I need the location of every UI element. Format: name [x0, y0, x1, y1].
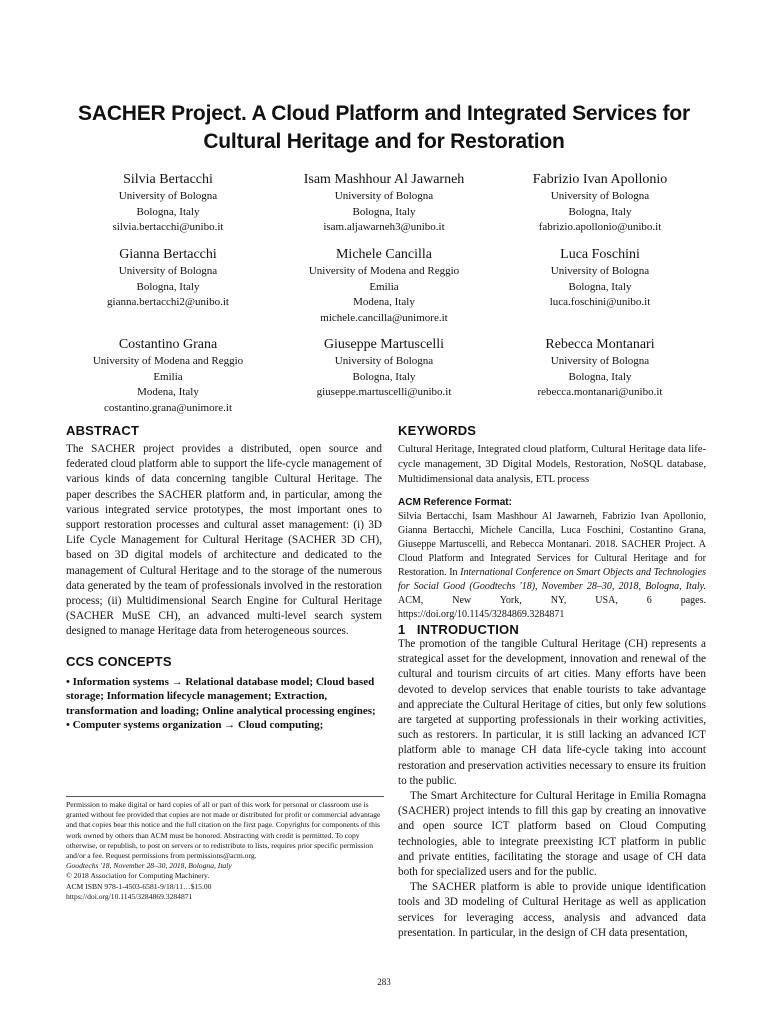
author-location: Bologna, Italy — [136, 205, 200, 218]
author-name: Isam Mashhour Al Jawarneh — [303, 172, 465, 187]
right-column — [398, 423, 706, 941]
abstract-heading: ABSTRACT — [66, 423, 140, 438]
acm-reference-text — [398, 510, 706, 622]
title-line-2: Cultural Heritage and for Restoration — [203, 130, 565, 153]
abstract-text: The SACHER project provides a distributed, open source and federated cloud platform able to support the life-cycle management of various kinds of data concerning tangible Cultural Heritage. The paper describes the SACHER platform and, in particular, among the various integrated service prototypes, the most important ones to support restoration processes and cultural asset management: (i) 3D Life Cycle Management for Cultural Heritage (SACHER 3D CH), based on 3D digital models of architecture and dedicated to the management of Cultural Heritage and to the storage of the numerous data generated by the team of professionals involved in the restoration process; (ii) Multidimensional Search Engine for Cultural Heritage (SACHER MuSE CH), an advanced multi-level search system designed to manage Heritage data from heterogeneous sources. — [66, 443, 382, 638]
author-card — [492, 170, 708, 236]
copyright-line: © 2018 Association for Computing Machinery. — [66, 871, 210, 881]
acm-reference-venue: International Conference on Smart Objects and Technologies for Social Good (Goodtechs '18), November 28–30, 2018, Bologna, Italy. — [398, 567, 707, 592]
author-email: giuseppe.martuscelli@unibo.it — [316, 386, 452, 398]
paper-title — [40, 100, 728, 156]
author-location: Bologna, Italy — [568, 280, 632, 293]
author-name: Michele Cancilla — [335, 247, 433, 262]
acm-reference-part-b: ACM, New York, NY, USA, 6 pages. https://doi.org/10.1145/3284869.3284871 — [398, 595, 706, 620]
ccs-heading: CCS CONCEPTS — [66, 653, 172, 669]
acm-reference-part-a: Silvia Bertacchi, Isam Mashhour Al Jawarneh, Fabrizio Ivan Apollonio, Gianna Bertacchi, Michele Cancilla, Luca Foschini, Costantino Grana, Giuseppe Martuscelli, and Rebecca Montanari. 2018. SACHER Project. A Cloud Platform and Integrated Services for Cultural Heritage and for Restoration. In — [398, 511, 706, 578]
author-affiliation: University of Bologna — [118, 190, 218, 202]
copyright-footnote — [66, 796, 384, 902]
author-name: Costantino Grana — [118, 337, 218, 352]
doi-link[interactable]: https://doi.org/10.1145/3284869.3284871 — [66, 891, 193, 901]
author-name: Gianna Bertacchi — [119, 247, 217, 262]
author-email: michele.cancilla@unimore.it — [320, 311, 448, 324]
author-affiliation: University of Bologna — [550, 265, 650, 277]
author-email: isam.aljawarneh3@unibo.it — [323, 221, 445, 233]
author-card — [276, 170, 492, 236]
author-name: Giuseppe Martuscelli — [323, 337, 445, 352]
author-card — [492, 245, 708, 311]
intro-paragraph-3: The SACHER platform is able to provide unique identification tools and 3D modeling of Cultural Heritage as well as application services for leveraging access, analysis and advanced data presentation. In particular, in the design of CH data presentation, — [398, 881, 706, 939]
author-affiliation: University of Modena and Reggio — [308, 265, 460, 277]
author-affiliation: University of Bologna — [550, 190, 650, 202]
author-card — [276, 245, 492, 326]
author-location: Bologna, Italy — [352, 370, 416, 383]
keywords-heading: KEYWORDS — [398, 423, 477, 438]
author-email: silvia.bertacchi@unibo.it — [112, 221, 224, 233]
introduction-heading: 1 INTRODUCTION — [398, 622, 519, 637]
author-name: Rebecca Montanari — [545, 337, 655, 352]
author-email: gianna.bertacchi2@unibo.it — [107, 296, 229, 308]
author-location: Modena, Italy — [137, 386, 199, 398]
author-email: costantino.grana@unimore.it — [103, 401, 233, 414]
author-email: luca.foschini@unibo.it — [549, 296, 651, 308]
author-affiliation: University of Bologna — [334, 190, 434, 202]
page-number: 283 — [377, 977, 391, 987]
author-location: Bologna, Italy — [352, 205, 416, 218]
acm-reference-heading: ACM Reference Format: — [398, 497, 512, 508]
author-location: Bologna, Italy — [568, 370, 632, 383]
author-name: Silvia Bertacchi — [123, 172, 213, 187]
author-email: rebecca.montanari@unibo.it — [537, 386, 663, 398]
author-card — [60, 245, 276, 311]
author-affiliation: University of Bologna — [334, 355, 434, 367]
author-affiliation-line2: Emilia — [153, 370, 183, 383]
author-name: Fabrizio Ivan Apollonio — [532, 172, 668, 187]
intro-paragraph-2: The Smart Architecture for Cultural Heritage in Emilia Romagna (SACHER) project intends to fill this gap by creating an innovative and open source ICT platform based on Cloud Computing technologies, able to integrate preexisting ICT platform in public and private entities, facilitating the storage and usage of CH data both for specialized users and for the public. — [398, 790, 706, 879]
author-location: Bologna, Italy — [568, 205, 632, 218]
isbn-line: ACM ISBN 978-1-4503-6581-9/18/11…$15.00 — [66, 881, 212, 891]
author-card — [276, 335, 492, 401]
permission-notice: Permission to make digital or hard copies of all or part of this work for personal or classroom use is granted without fee provided that copies are not made or distributed for profit or commercial advantage and that copies bear this notice and the full citation on the first page. Copyrights for components of this work owned by others than ACM must be honored. Abstracting with credit is permitted. To copy otherwise, or republish, to post on servers or to redistribute to lists, requires prior specific permission and/or a fee. Request permissions from permissions@acm.org. — [66, 800, 381, 861]
author-affiliation-line2: Emilia — [369, 280, 399, 293]
left-column — [66, 423, 382, 733]
author-affiliation: University of Bologna — [118, 265, 218, 277]
venue-line: Goodtechs '18, November 28–30, 2018, Bologna, Italy — [66, 861, 232, 871]
intro-paragraph-1: The promotion of the tangible Cultural Heritage (CH) represents a strategical asset for the development, innovation and renewal of the cultural and tourism circuits of art cities. Many efforts have been devoted to develop services that enable tourists to take advantage and appreciate the Cultural Heritage of cities, but only few solutions are targeted at supporting professionals in their working activities, such as restorers. In particular, it is still lacking an advanced ICT platform able to manage CH data life-cycle taking into account restoration and preservation activities necessary to ensure its fruition to the public. — [398, 638, 706, 787]
author-affiliation: University of Modena and Reggio — [92, 355, 244, 367]
author-card — [60, 335, 276, 416]
author-name: Luca Foschini — [560, 247, 640, 262]
keywords-text: Cultural Heritage, Integrated cloud platform, Cultural Heritage data life-cycle management, 3D Digital Models, Restoration, NoSQL database, Multidimensional data analysis, ETL process — [398, 444, 706, 485]
author-card — [60, 170, 276, 236]
title-line-1: SACHER Project. A Cloud Platform and Integrated Services for — [78, 102, 690, 125]
author-affiliation: University of Bologna — [550, 355, 650, 367]
author-email: fabrizio.apollonio@unibo.it — [538, 221, 662, 233]
ccs-text: • Information systems → Relational database model; Cloud based storage; Information lifecycle management; Extraction, transformation and loading; Online analytical processing engines; • Computer systems organization → Cloud computing; — [66, 675, 376, 732]
author-location: Modena, Italy — [353, 296, 415, 308]
author-card — [492, 335, 708, 401]
author-location: Bologna, Italy — [136, 280, 200, 293]
